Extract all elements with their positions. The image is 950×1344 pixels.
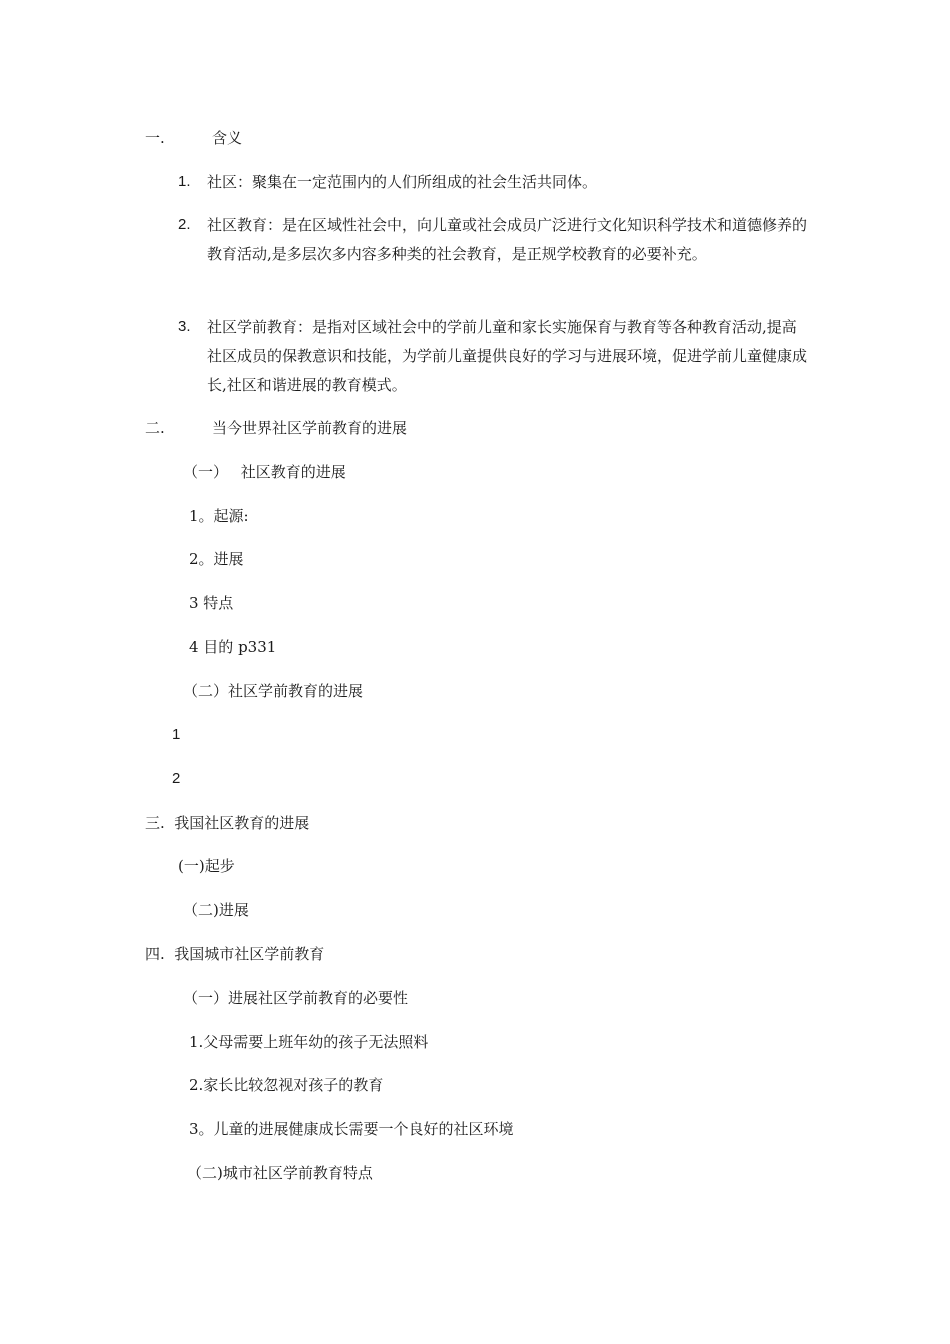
list-item (0, 215, 950, 305)
section-4-heading: 四. 我国城市社区学前教育 (145, 945, 325, 963)
list-item (0, 317, 950, 407)
list-item-number: 3. (178, 318, 191, 335)
list-item-number: 1. (178, 173, 191, 190)
subsection-heading: （二)城市社区学前教育特点 (187, 1164, 373, 1182)
subsection-heading (183, 462, 346, 482)
list-item: 1 (172, 726, 181, 743)
list-item: 2。进展 (189, 550, 244, 568)
list-item-number: 2. (178, 216, 191, 233)
subsection-title: 社区教育的进展 (240, 463, 346, 481)
section-2-number: 二. (145, 419, 165, 437)
subsection-heading: （一）进展社区学前教育的必要性 (183, 989, 409, 1007)
list-item: 2.家长比较忽视对孩子的教育 (189, 1076, 384, 1094)
list-item: 2 (172, 770, 181, 787)
list-item-text: 社区学前教育：是指对区域社会中的学前儿童和家长实施保育与教育等各种教育活动,提高社区成员的保教意识和技能，为学前儿童提供良好的学习与进展环境，促进学前儿童健康成长,社区和谐进展的教育模式。 (207, 318, 808, 394)
section-1-number: 一. (145, 129, 165, 147)
section-3-heading: 三. 我国社区教育的进展 (145, 814, 310, 832)
section-2-title: 当今世界社区学前教育的进展 (212, 419, 408, 437)
subsection-number: （一） (183, 463, 229, 481)
list-item: 4 目的 p331 (189, 638, 277, 656)
list-item-text: 社区：聚集在一定范围内的人们所组成的社会生活共同体。 (207, 173, 598, 191)
list-item: 3。儿童的进展健康成长需要一个良好的社区环境 (189, 1120, 514, 1138)
list-item: 3 特点 (189, 594, 234, 612)
subsection-heading: (一)起步 (178, 857, 235, 875)
section-1-title: 含义 (212, 129, 243, 147)
list-item-text: 社区教育：是在区域性社会中，向儿童或社会成员广泛进行文化知识科学技术和道德修养的教育活动,是多层次多内容多种类的社会教育，是正规学校教育的必要补充。 (207, 216, 808, 263)
list-item: 1。起源: (189, 507, 249, 525)
subsection-heading: （二)进展 (183, 901, 249, 919)
list-item: 1.父母需要上班年幼的孩子无法照料 (189, 1033, 429, 1051)
subsection-heading: （二）社区学前教育的进展 (183, 682, 364, 700)
